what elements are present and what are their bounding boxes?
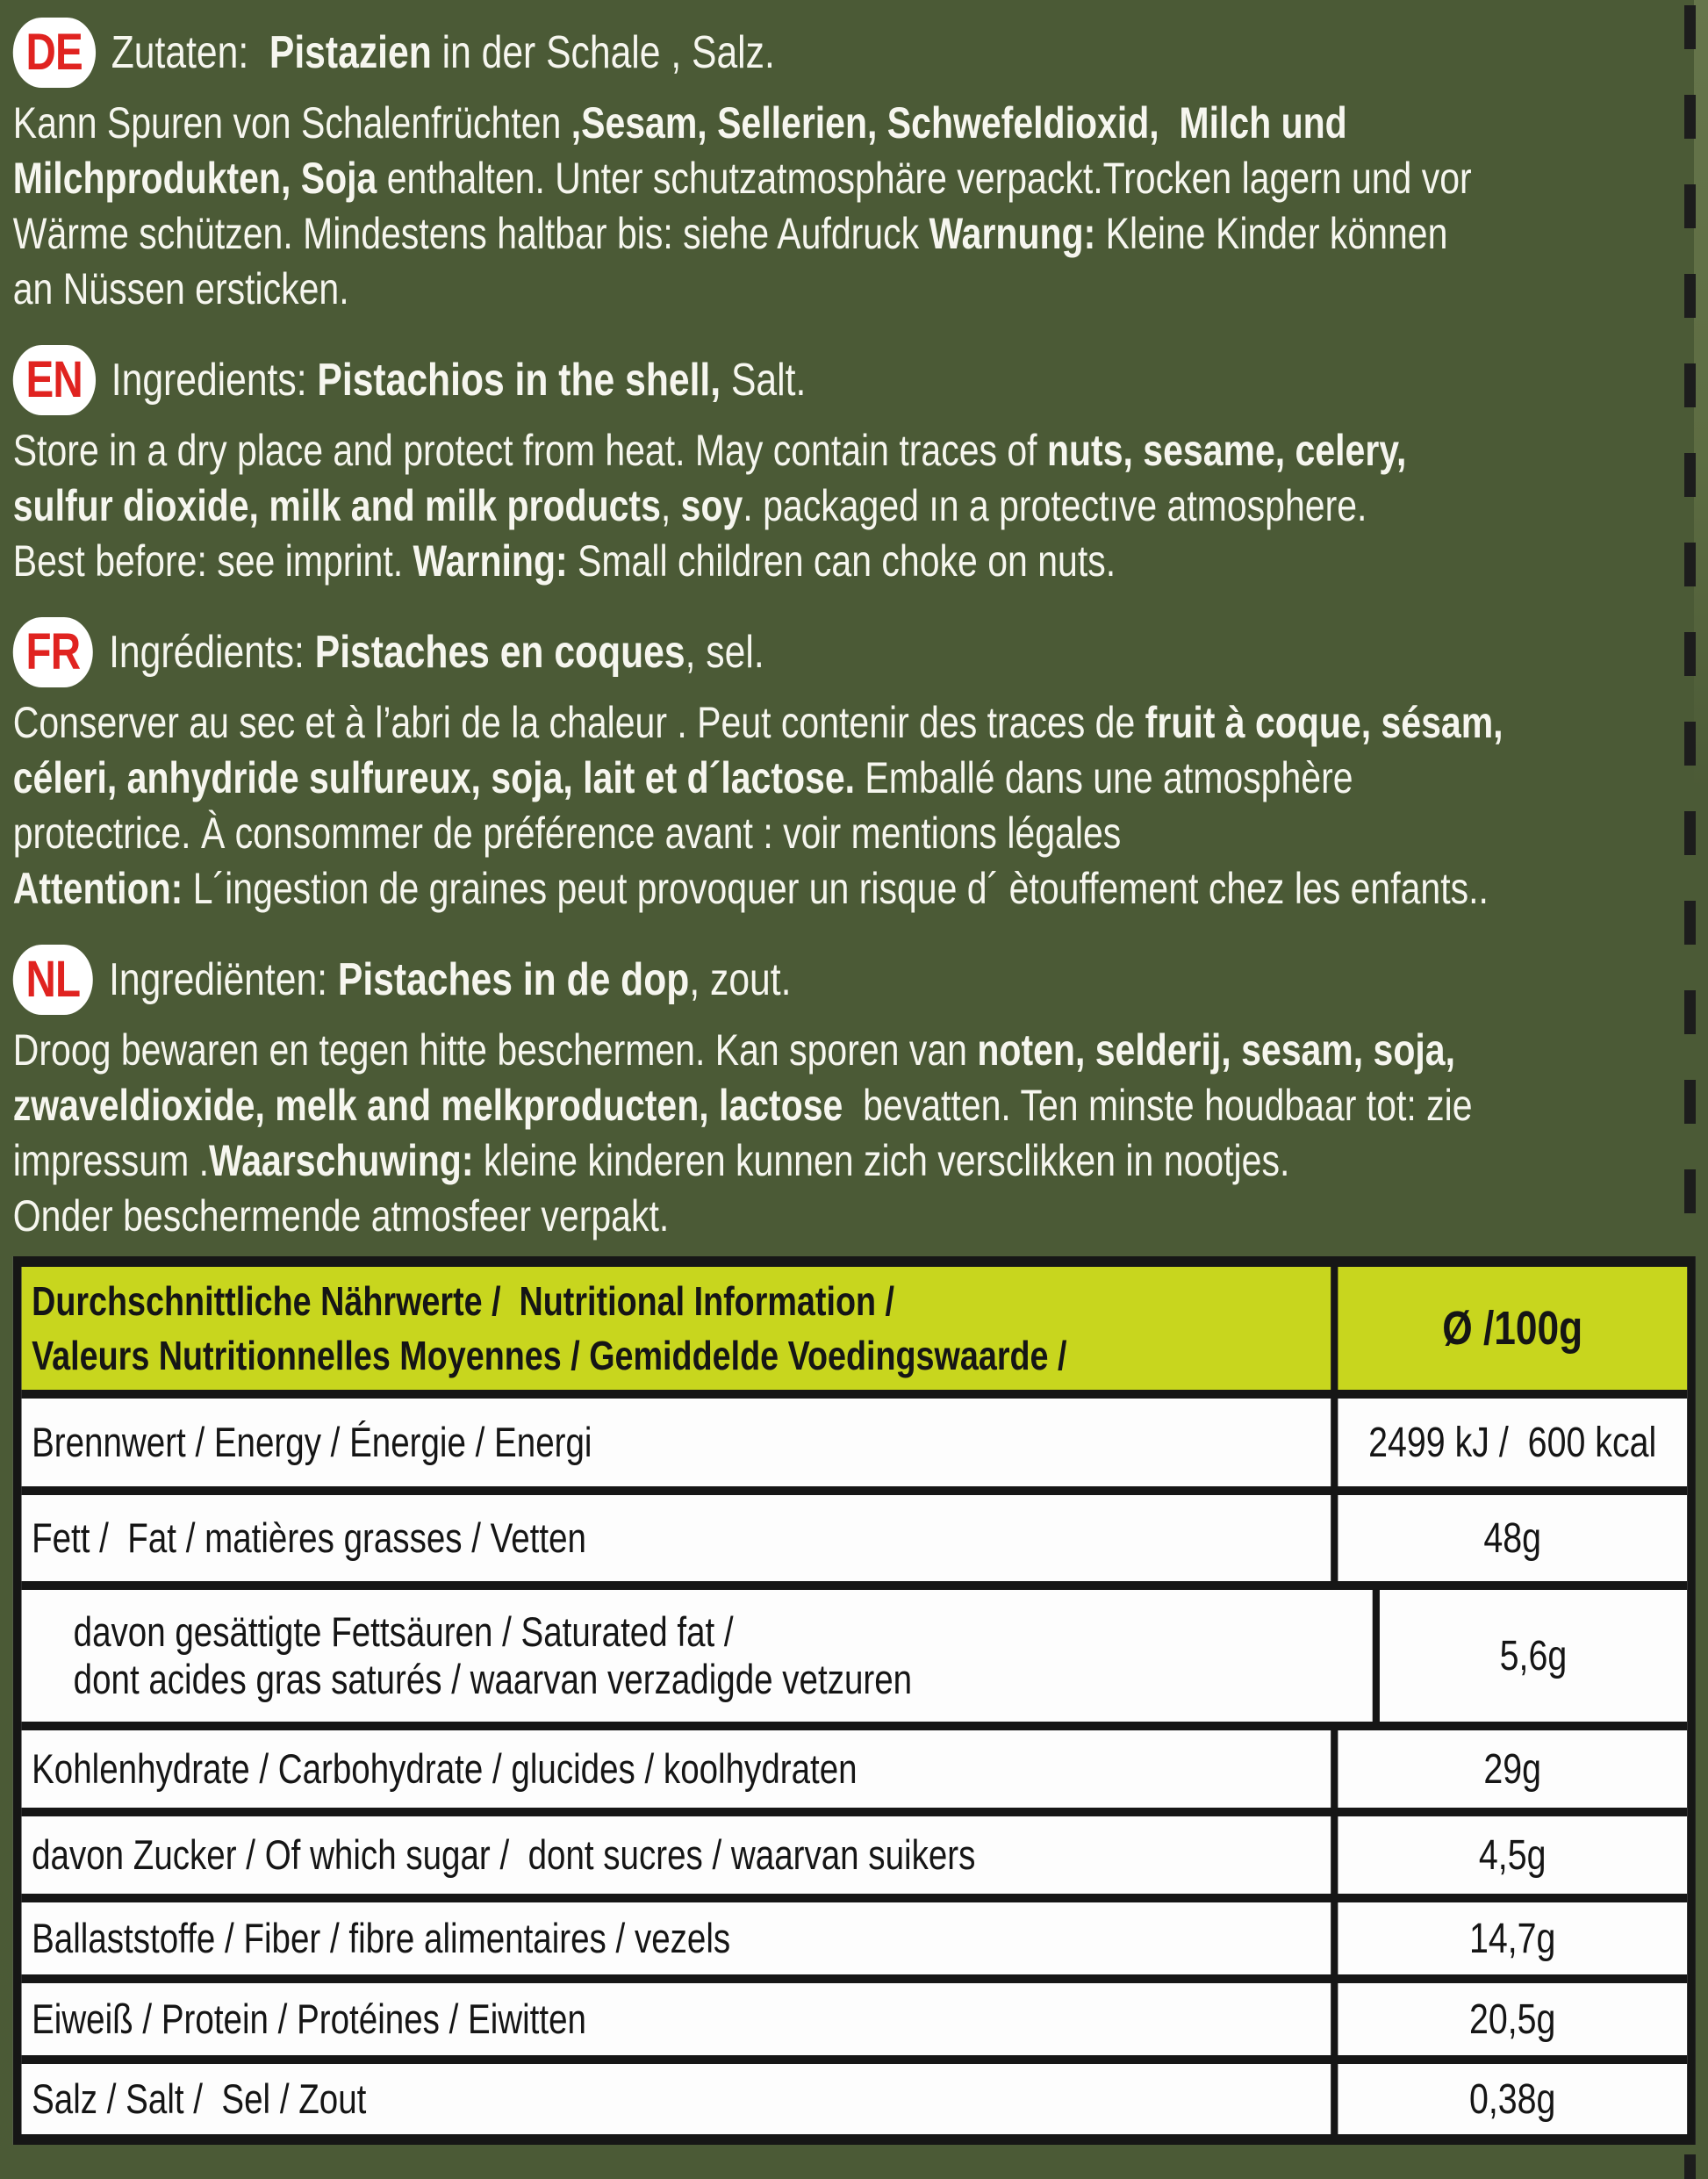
text-line: davon gesättigte Fettsäuren / Saturated fat / [73, 1608, 734, 1655]
per-100g-header: Ø /100g [1331, 1267, 1687, 1390]
section-de-header [13, 11, 1695, 94]
text-line [13, 151, 1695, 206]
text-segment: Kleine Kinder können [1095, 209, 1448, 258]
row-label-sugar [22, 1816, 1331, 1894]
row-value-carbohydrate: 29g [1331, 1730, 1687, 1808]
text-segment: sulfur dioxide, milk and milk products [12, 481, 661, 530]
text-line [13, 206, 1695, 262]
text-line [13, 478, 1695, 534]
text-segment: . packaged ın a protectıve atmosphere. [743, 481, 1367, 530]
table-row-fiber [22, 1894, 1687, 1974]
nutrition-table-header [22, 1267, 1687, 1390]
text-segment: noten, selderij, sesam, soja, [977, 1025, 1455, 1075]
language-badge-de [13, 18, 96, 88]
text-segment: Droog bewaren en tegen hitte beschermen. Kan sporen van [12, 1025, 978, 1075]
text-segment: céleri, anhydride sulfureux, soja, lait et d´lactose. [12, 753, 856, 802]
language-badge-fr [13, 617, 93, 687]
text-segment: Pistaches in de dop [337, 953, 690, 1005]
text-segment: Pistachios in the shell, [317, 354, 721, 406]
text-line [13, 1023, 1695, 1078]
row-value-salt: 0,38g [1331, 2064, 1687, 2134]
table-row-saturated-fat [22, 1581, 1687, 1722]
table-header-line2: Valeurs Nutritionnelles Moyennes / Gemiddelde Voedingswaarde / [32, 1333, 1067, 1378]
row-label-saturated-fat [22, 1590, 1373, 1722]
text-line [13, 806, 1695, 861]
text-segment: Emballé dans une atmosphère [855, 753, 1353, 802]
text-line [13, 695, 1695, 751]
language-badge-en [13, 345, 96, 415]
text-segment: impressum . [12, 1136, 210, 1185]
text-segment: , sel. [685, 626, 764, 678]
language-badge-de-label: DE [25, 24, 83, 81]
text-line [13, 1133, 1695, 1189]
section-en-header [13, 338, 1695, 421]
text-line [13, 96, 1695, 151]
text-segment: Pistazien [269, 26, 432, 78]
text-segment: soy [680, 481, 743, 530]
nutrition-table [13, 1256, 1696, 2145]
text-segment: L´ingestion de graines peut provoquer un risque d´ ètouffement chez les enfants.. [183, 864, 1489, 913]
language-badge-nl-label: NL [25, 951, 81, 1008]
section-fr-header [13, 610, 1695, 694]
ingredients-text-en [13, 423, 1695, 589]
row-label-salt [22, 2064, 1331, 2134]
text-line: dont acides gras saturés / waarvan verzadigde vetzuren [73, 1656, 913, 1702]
ingredients-intro-en [111, 354, 807, 406]
ingredients-intro-nl [109, 953, 791, 1006]
section-nl-header [13, 938, 1695, 1021]
language-badge-en-label: EN [25, 351, 83, 408]
row-value-energy: 2499 kJ / 600 kcal [1331, 1399, 1687, 1486]
text-segment: Store in a dry place and protect from heat. May contain traces of [12, 426, 1047, 475]
table-header-line1: Durchschnittliche Nährwerte / Nutritional Information / [32, 1278, 895, 1324]
row-value-fiber: 14,7g [1331, 1902, 1687, 1974]
text-line: Ballaststoffe / Fiber / fibre alimentaires / vezels [32, 1915, 731, 1961]
row-value-sugar: 4,5g [1331, 1816, 1687, 1894]
text-segment: Kann Spuren von Schalenfrüchten [12, 98, 571, 147]
row-value-fat: 48g [1331, 1495, 1687, 1581]
language-badge-nl [13, 945, 93, 1015]
row-label-fat [22, 1495, 1331, 1581]
text-line [13, 1189, 1695, 1244]
text-line: Fett / Fat / matières grasses / Vetten [32, 1514, 586, 1561]
text-segment: Conserver au sec et à l’abri de la chaleur . Peut contenir des traces de [12, 698, 1145, 747]
table-row-sugar [22, 1808, 1687, 1894]
table-row-carbohydrate [22, 1722, 1687, 1808]
table-header-title [22, 1267, 1331, 1390]
text-segment: Pistaches en coques [314, 626, 685, 678]
table-row-salt [22, 2055, 1687, 2134]
text-segment: bevatten. Ten minste houdbaar tot: zie [843, 1081, 1473, 1130]
text-line: Kohlenhydrate / Carbohydrate / glucides / koolhydraten [32, 1745, 858, 1792]
text-segment: Ingrediënten: [109, 953, 338, 1005]
text-segment: ,Sesam, Sellerien, Schwefeldioxid, Milch und [571, 98, 1347, 147]
text-segment: zwaveldioxide, melk and melkproducten, lactose [12, 1081, 843, 1130]
text-segment: kleine kinderen kunnen zich versclikken in nootjes. [473, 1136, 1290, 1185]
ingredients-text-de [13, 96, 1695, 317]
text-line: Brennwert / Energy / Énergie / Energi [32, 1419, 592, 1465]
text-segment: in der Schale , Salz. [431, 26, 775, 78]
text-segment: Zutaten: [111, 26, 269, 78]
text-line: Salz / Salt / Sel / Zout [32, 2075, 367, 2122]
ingredients-intro-de [111, 26, 775, 79]
language-badge-fr-label: FR [25, 623, 81, 680]
section-en [0, 338, 1708, 589]
row-label-protein [22, 1983, 1331, 2055]
text-segment: , [660, 481, 681, 530]
text-line [13, 423, 1695, 478]
ingredients-text-fr [13, 695, 1695, 917]
text-segment: Salt. [721, 354, 807, 406]
text-line [13, 751, 1695, 806]
text-segment: an Nüssen ersticken. [12, 264, 349, 313]
section-fr [0, 610, 1708, 917]
row-value-protein: 20,5g [1331, 1983, 1687, 2055]
text-segment: Ingredients: [111, 354, 318, 406]
row-label-fiber [22, 1902, 1331, 1974]
text-segment: Small children can choke on nuts. [567, 536, 1116, 586]
table-row-fat [22, 1486, 1687, 1581]
section-nl [0, 938, 1708, 1244]
text-segment: Warnung: [929, 209, 1096, 258]
text-segment: , zout. [689, 953, 792, 1005]
row-value-saturated-fat: 5,6g [1373, 1590, 1687, 1722]
text-segment: Ingrédients: [109, 626, 315, 678]
row-label-carbohydrate [22, 1730, 1331, 1808]
text-line [13, 534, 1695, 589]
text-line [13, 262, 1695, 317]
section-de [0, 11, 1708, 317]
text-segment: Wärme schützen. Mindestens haltbar bis: siehe Aufdruck [12, 209, 929, 258]
table-row-protein [22, 1974, 1687, 2055]
text-segment: nuts, sesame, celery, [1046, 426, 1407, 475]
table-row-energy [22, 1390, 1687, 1486]
text-segment: Best before: see imprint. [12, 536, 413, 586]
text-segment: Warning: [413, 536, 568, 586]
text-segment: Attention: [12, 864, 183, 913]
text-segment: Waarschuwing: [209, 1136, 474, 1185]
text-segment: Milchprodukten, Soja [12, 154, 377, 203]
text-segment: fruit à coque, sésam, [1145, 698, 1503, 747]
ingredients-intro-fr [109, 626, 764, 679]
text-segment: Onder beschermende atmosfeer verpakt. [12, 1191, 670, 1241]
text-line [13, 861, 1695, 917]
text-segment: protectrice. À consommer de préférence avant : voir mentions légales [12, 809, 1122, 858]
text-line: Eiweiß / Protein / Protéines / Eiwitten [32, 1996, 586, 2042]
text-segment: enthalten. Unter schutzatmosphäre verpackt.Trocken lagern und vor [377, 154, 1472, 203]
text-line [13, 1078, 1695, 1133]
ingredients-text-nl [13, 1023, 1695, 1244]
row-label-energy [22, 1399, 1331, 1486]
text-line: davon Zucker / Of which sugar / dont sucres / waarvan suikers [32, 1831, 976, 1878]
